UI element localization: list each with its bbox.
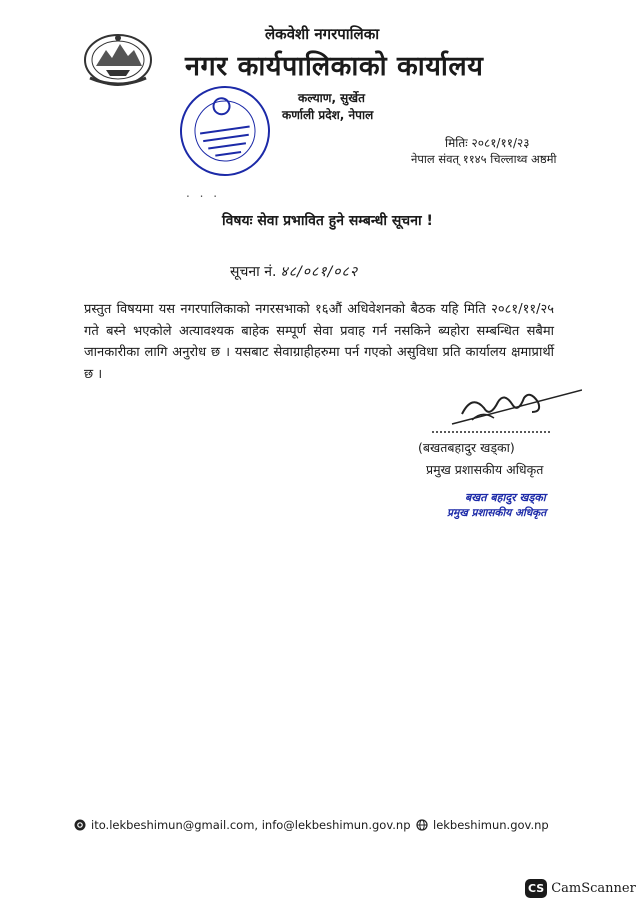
notice-label: सूचना नं. <box>230 264 277 280</box>
notice-number-line <box>230 262 358 281</box>
camscanner-watermark <box>525 879 636 898</box>
date-line: मितिः २०८१/११/२३ <box>445 136 530 150</box>
address-line-1: कल्याण, सुर्खेत <box>298 91 365 105</box>
footer-website-text[interactable]: lekbeshimun.gov.np <box>433 818 549 832</box>
seal-name: बखत बहादुर खड्का <box>465 491 546 504</box>
scan-dots: . . . <box>186 186 221 200</box>
notice-number: ४८/०८१/०८२ <box>280 264 359 280</box>
nepal-sambat-line: नेपाल संवत् ११४५ चिल्लाथ्व अष्ठमी <box>411 152 557 166</box>
signatory-title: प्रमुख प्रशासकीय अधिकृत <box>426 462 544 477</box>
footer-email-text[interactable]: ito.lekbeshimun@gmail.com, info@lekbeshimun.gov.np <box>91 818 411 832</box>
letter-body: प्रस्तुत विषयमा यस नगरपालिकाको नगरसभाको १६औं अधिवेशनको बैठक यहि मिति २०८१/११/२५ गते बस्ने भएकोले अत्यावश्यक बाहेक सम्पूर्ण सेवा प्रवाह गर्न नसकिने ब्यहोरा सम्बन्धित सबैमा जानकारीका लागि अनुरोध छ । यसबाट सेवाग्राहीहरुमा पर्न गएको असुविधा प्रति कार्यालय क्षमाप्रार्थी छ । <box>84 302 554 382</box>
email-icon <box>74 819 86 831</box>
footer-email <box>74 818 411 832</box>
org-top-name: लेकवेशी नगरपालिका <box>265 25 380 43</box>
office-stamp <box>172 78 278 184</box>
camscanner-badge: CS <box>525 879 547 898</box>
seal-title: प्रमुख प्रशासकीय अधिकृत <box>447 507 547 519</box>
letter-subject: विषयः सेवा प्रभावित हुने सम्बन्धी सूचना ! <box>222 213 433 229</box>
signatory-name: (बखतबहादुर खड्का) <box>418 440 515 455</box>
nepal-emblem-icon <box>82 30 154 88</box>
globe-icon <box>416 819 428 831</box>
camscanner-label: CamScanner <box>551 881 636 896</box>
footer-website <box>416 818 549 832</box>
address-line-2: कर्णाली प्रदेश, नेपाल <box>282 108 374 122</box>
org-main-title: नगर कार्यपालिकाको कार्यालय <box>185 51 484 82</box>
